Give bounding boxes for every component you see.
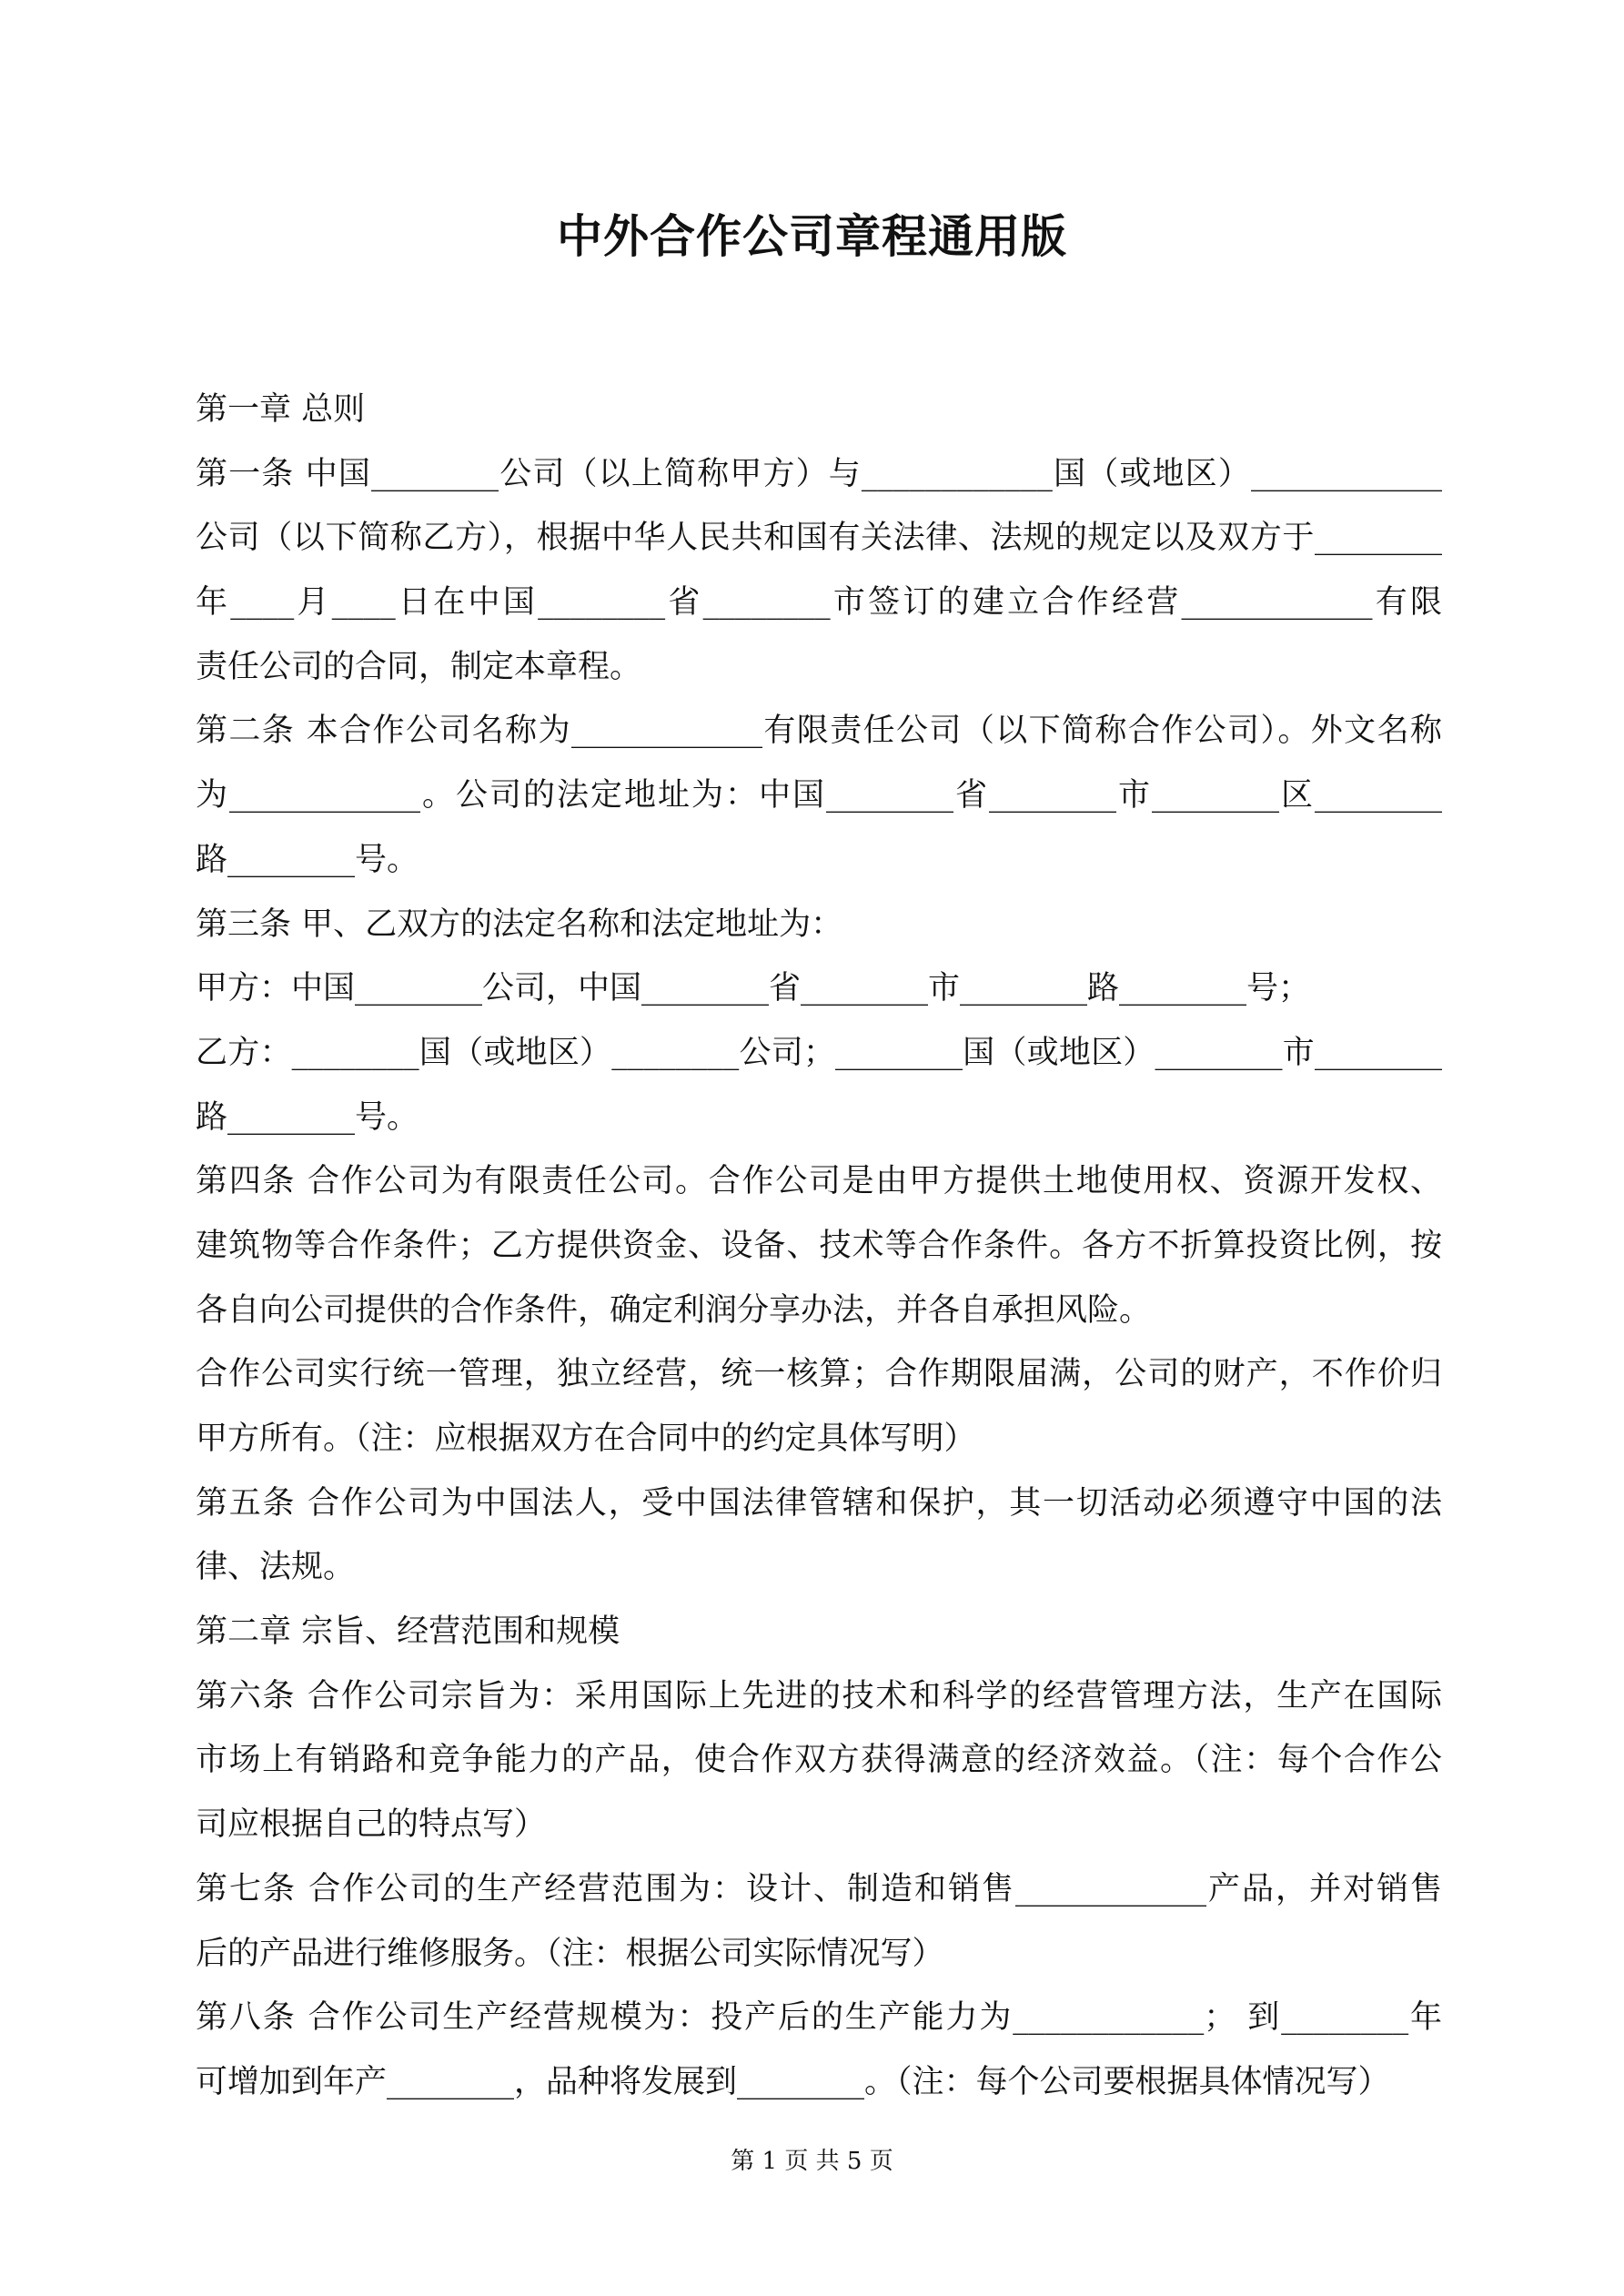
text-line: 第二条 本合作公司名称为____________有限责任公司（以下简称合作公司）。外文名称 (196, 713, 1442, 750)
text-line: 律、法规。 (196, 1549, 356, 1586)
text-line: 第四条 合作公司为有限责任公司。合作公司是由甲方提供土地使用权、资源开发权、 (196, 1163, 1442, 1200)
text-line: 责任公司的合同，制定本章程。 (196, 648, 642, 685)
chapter-heading: 第一章 总则 (196, 391, 366, 428)
text-line: 公司（以下简称乙方），根据中华人民共和国有关法律、法规的规定以及双方于________ (196, 520, 1442, 557)
document-title: 中外合作公司章程通用版 (557, 209, 1067, 263)
text-line: 甲方：中国________公司，中国________省________市________路________号； (196, 970, 1311, 1007)
text-line: 乙方：________国（或地区）________公司；________国（或地区）________市________ (196, 1034, 1442, 1071)
text-line: 后的产品进行维修服务。（注：根据公司实际情况写） (196, 1935, 944, 1972)
text-line: 各自向公司提供的合作条件，确定利润分享办法，并各自承担风险。 (196, 1291, 1152, 1329)
text-line: 第三条 甲、乙双方的法定名称和法定地址为： (196, 905, 843, 943)
text-line: 第八条 合作公司生产经营规模为：投产后的生产能力为____________； 到________年 (196, 1999, 1442, 2037)
text-line: 路________号。 (196, 841, 419, 878)
text-line: 第五条 合作公司为中国法人，受中国法律管辖和保护，其一切活动必须遵守中国的法 (196, 1484, 1442, 1522)
text-line: 路________号。 (196, 1098, 419, 1136)
text-line: 合作公司实行统一管理，独立经营，统一核算；合作期限届满，公司的财产，不作价归 (196, 1356, 1442, 1393)
text-line: 可增加到年产________，品种将发展到________。（注：每个公司要根据具体情况写） (196, 2063, 1390, 2100)
text-line: 市场上有销路和竞争能力的产品，使合作双方获得满意的经济效益。（注：每个合作公 (196, 1742, 1442, 1779)
chapter-heading: 第二章 宗旨、经营范围和规模 (196, 1613, 620, 1651)
text-line: 建筑物等合作条件；乙方提供资金、设备、技术等合作条件。各方不折算投资比例，按 (196, 1227, 1442, 1264)
page-number-footer: 第 1 页 共 5 页 (731, 2148, 893, 2175)
text-line: 第六条 合作公司宗旨为：采用国际上先进的技术和科学的经营管理方法，生产在国际 (196, 1677, 1442, 1714)
text-line: 第一条 中国________公司（以上简称甲方）与____________国（或地区）____________ (196, 455, 1442, 492)
text-line: 为____________。公司的法定地址为：中国________省________市________区________ (196, 777, 1442, 814)
text-line: 甲方所有。（注：应根据双方在合同中的约定具体写明） (196, 1421, 976, 1457)
text-line: 第七条 合作公司的生产经营范围为：设计、制造和销售____________产品，并对销售 (196, 1870, 1442, 1907)
text-line: 司应根据自己的特点写） (196, 1806, 547, 1844)
document-body (196, 378, 1442, 2115)
text-line: 年____月____日在中国________省________市签订的建立合作经营____________有限 (196, 584, 1442, 622)
